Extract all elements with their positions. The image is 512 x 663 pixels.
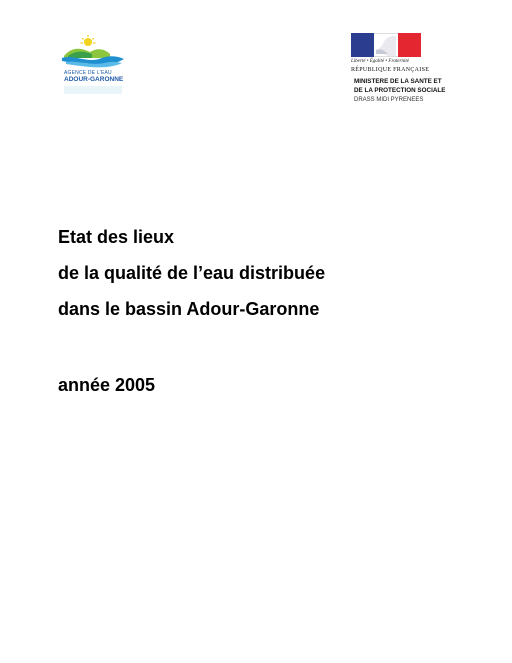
flag-band-blue — [351, 33, 374, 57]
ministry-name-line1: MINISTERE DE LA SANTE ET — [354, 78, 442, 85]
republic-motto: Liberté • Égalité • Fraternité — [351, 59, 409, 64]
document-title-line1: Etat des lieux — [58, 227, 175, 247]
document-title-line3: dans le bassin Adour-Garonne — [58, 299, 320, 319]
marianne-flag-icon — [351, 33, 421, 57]
ministry-logo — [351, 33, 491, 113]
republic-name: RÉPUBLIQUE FRANÇAISE — [351, 67, 430, 73]
agency-name-text: AGENCE DE L'EAU — [64, 70, 112, 76]
drass-office: DRASS MIDI PYRENEES — [354, 97, 424, 103]
marianne-profile-icon — [374, 34, 398, 56]
agency-logo — [58, 34, 128, 98]
flag-band-red — [398, 33, 421, 57]
agency-basin-text: ADOUR-GARONNE — [64, 76, 124, 83]
ministry-name-line2: DE LA PROTECTION SOCIALE — [354, 87, 446, 94]
document-year: année 2005 — [58, 375, 156, 395]
document-title-line2: de la qualité de l’eau distribuée — [58, 263, 326, 283]
flag-band-white — [374, 33, 398, 57]
agency-logo-strip — [64, 86, 122, 94]
agency-emblem-icon — [58, 34, 128, 70]
